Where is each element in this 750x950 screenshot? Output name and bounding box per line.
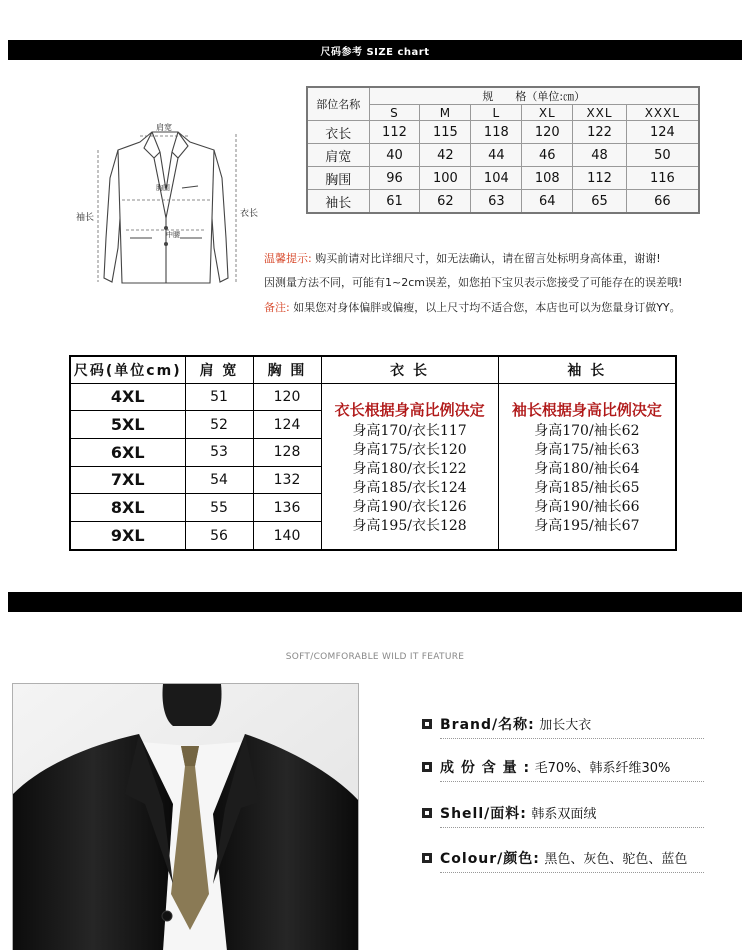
size-header: XXL bbox=[573, 105, 627, 121]
dotted-divider bbox=[440, 781, 704, 782]
brand-label: Brand/名称: bbox=[440, 717, 535, 733]
shell-row bbox=[422, 803, 596, 823]
size-header: M bbox=[420, 105, 471, 121]
size-header: XL bbox=[522, 105, 573, 121]
brand-row bbox=[422, 714, 591, 734]
table-cell: 118 bbox=[471, 121, 522, 144]
bullet-square-icon bbox=[422, 762, 432, 772]
dotted-divider bbox=[440, 738, 704, 739]
table-cell: 120 bbox=[522, 121, 573, 144]
size-name: 4XL bbox=[70, 383, 185, 411]
size-chart-table bbox=[306, 86, 700, 214]
size-name: 5XL bbox=[70, 411, 185, 439]
tip-lead: 温馨提示: bbox=[264, 252, 312, 265]
bullet-square-icon bbox=[422, 719, 432, 729]
table-row bbox=[70, 383, 676, 411]
tip-text: 购买前请对比详细尺寸，如无法确认，请在留言处标明身高体重，谢谢! bbox=[315, 252, 661, 265]
sleeve-line: 身高185/袖长65 bbox=[534, 479, 640, 496]
row-label: 胸围 bbox=[307, 167, 369, 190]
table-cell: 104 bbox=[471, 167, 522, 190]
table-cell: 115 bbox=[420, 121, 471, 144]
table-cell: 122 bbox=[573, 121, 627, 144]
table-cell: 63 bbox=[471, 190, 522, 213]
sleeve-line: 身高190/袖长66 bbox=[534, 498, 640, 515]
chest-value: 136 bbox=[253, 494, 321, 522]
shoulder-value: 52 bbox=[185, 411, 253, 439]
shoulder-value: 55 bbox=[185, 494, 253, 522]
colour-label: Colour/颜色: bbox=[440, 851, 540, 867]
size-name: 6XL bbox=[70, 438, 185, 466]
chest-value: 120 bbox=[253, 383, 321, 411]
length-line: 身高170/衣长117 bbox=[352, 422, 467, 439]
table-cell: 112 bbox=[573, 167, 627, 190]
length-headline: 衣长根据身高比例决定 bbox=[334, 400, 485, 419]
table-cell: 66 bbox=[626, 190, 699, 213]
sleeve-line: 身高180/袖长64 bbox=[534, 460, 640, 477]
table-cell: 40 bbox=[369, 144, 420, 167]
shell-value: 韩系双面绒 bbox=[531, 807, 597, 822]
measure-note bbox=[264, 274, 682, 290]
table-cell: 61 bbox=[369, 190, 420, 213]
chest-label: 胸围 bbox=[156, 184, 170, 192]
coat-photo-illustration bbox=[13, 684, 359, 950]
product-photo bbox=[12, 683, 359, 950]
brand-value: 加长大衣 bbox=[539, 718, 592, 733]
length-line: 身高180/衣长122 bbox=[352, 460, 467, 477]
chest-value: 132 bbox=[253, 466, 321, 494]
header-length: 衣 长 bbox=[321, 356, 498, 383]
shoulder-value: 56 bbox=[185, 522, 253, 550]
size-name: 9XL bbox=[70, 522, 185, 550]
chest-value: 140 bbox=[253, 522, 321, 550]
table-cell: 62 bbox=[420, 190, 471, 213]
length-by-height bbox=[321, 383, 498, 550]
table-row bbox=[307, 121, 699, 144]
size-header: XXXL bbox=[626, 105, 699, 121]
material-row bbox=[422, 757, 670, 777]
sleeve-line: 身高195/袖长67 bbox=[534, 517, 640, 534]
header-shoulder: 肩 宽 bbox=[185, 356, 253, 383]
material-label: 成 份 含 量 : bbox=[440, 760, 531, 776]
remark-text: 如果您对身体偏胖或偏瘦，以上尺寸均不适合您，本店也可以为您量身订做YY。 bbox=[293, 301, 681, 314]
table-row bbox=[307, 144, 699, 167]
sleeve-headline: 袖长根据身高比例决定 bbox=[511, 400, 662, 419]
remark-lead: 备注: bbox=[264, 301, 290, 314]
feature-title: SOFT/COMFORABLE WILD IT FEATURE bbox=[285, 652, 465, 662]
section-divider-bar bbox=[8, 592, 742, 612]
material-value: 毛70%、韩系纤维30% bbox=[534, 761, 671, 776]
waist-label: 中腰 bbox=[166, 231, 180, 239]
spec-label: 规 格（单位:㎝） bbox=[369, 87, 699, 105]
header-sleeve: 袖 长 bbox=[498, 356, 676, 383]
size-header: L bbox=[471, 105, 522, 121]
length-line: 身高195/衣长128 bbox=[352, 517, 467, 534]
size-header: S bbox=[369, 105, 420, 121]
length-label: 衣长 bbox=[240, 209, 259, 219]
size-name: 7XL bbox=[70, 466, 185, 494]
jacket-sketch bbox=[74, 118, 264, 298]
row-label: 衣长 bbox=[307, 121, 369, 144]
colour-row bbox=[422, 848, 687, 868]
table-row bbox=[307, 190, 699, 213]
size-name: 8XL bbox=[70, 494, 185, 522]
sleeve-line: 身高175/袖长63 bbox=[534, 441, 640, 458]
measure-text: 因测量方法不同，可能有1~2cm误差，如您拍下宝贝表示您接受了可能存在的误差哦! bbox=[264, 276, 683, 289]
chest-value: 128 bbox=[253, 438, 321, 466]
sleeve-label: 袖长 bbox=[76, 213, 95, 223]
shoulder-value: 54 bbox=[185, 466, 253, 494]
shoulder-value: 53 bbox=[185, 438, 253, 466]
shell-label: Shell/面料: bbox=[440, 806, 527, 822]
table-cell: 64 bbox=[522, 190, 573, 213]
table-cell: 112 bbox=[369, 121, 420, 144]
table-cell: 42 bbox=[420, 144, 471, 167]
table-cell: 46 bbox=[522, 144, 573, 167]
header-size: 尺码(单位cm) bbox=[70, 356, 185, 383]
length-line: 身高175/衣长120 bbox=[352, 441, 467, 458]
table-cell: 48 bbox=[573, 144, 627, 167]
table-cell: 116 bbox=[626, 167, 699, 190]
row-label: 肩宽 bbox=[307, 144, 369, 167]
row-label: 袖长 bbox=[307, 190, 369, 213]
size-chart-header-bar bbox=[8, 40, 742, 60]
corner-label: 部位名称 bbox=[307, 87, 369, 121]
header-chest: 胸 围 bbox=[253, 356, 321, 383]
table-cell: 65 bbox=[573, 190, 627, 213]
shoulder-value: 51 bbox=[185, 383, 253, 411]
shoulder-label: 肩宽 bbox=[156, 123, 172, 132]
size-chart-title: 尺码参考 SIZE chart bbox=[320, 46, 430, 58]
sleeve-line: 身高170/袖长62 bbox=[534, 422, 640, 439]
table-cell: 50 bbox=[626, 144, 699, 167]
sleeve-by-height bbox=[498, 383, 676, 550]
bullet-square-icon bbox=[422, 853, 432, 863]
bullet-square-icon bbox=[422, 808, 432, 818]
table-row bbox=[307, 167, 699, 190]
table-cell: 108 bbox=[522, 167, 573, 190]
dotted-divider bbox=[440, 827, 704, 828]
length-line: 身高185/衣长124 bbox=[352, 479, 467, 496]
chest-value: 124 bbox=[253, 411, 321, 439]
big-size-table bbox=[69, 355, 677, 551]
dotted-divider bbox=[440, 872, 704, 873]
tip-note bbox=[264, 250, 661, 266]
table-cell: 100 bbox=[420, 167, 471, 190]
length-line: 身高190/衣长126 bbox=[352, 498, 467, 515]
table-cell: 96 bbox=[369, 167, 420, 190]
remark-note bbox=[264, 299, 681, 315]
colour-value: 黑色、灰色、驼色、蓝色 bbox=[544, 852, 688, 867]
table-cell: 44 bbox=[471, 144, 522, 167]
table-cell: 124 bbox=[626, 121, 699, 144]
